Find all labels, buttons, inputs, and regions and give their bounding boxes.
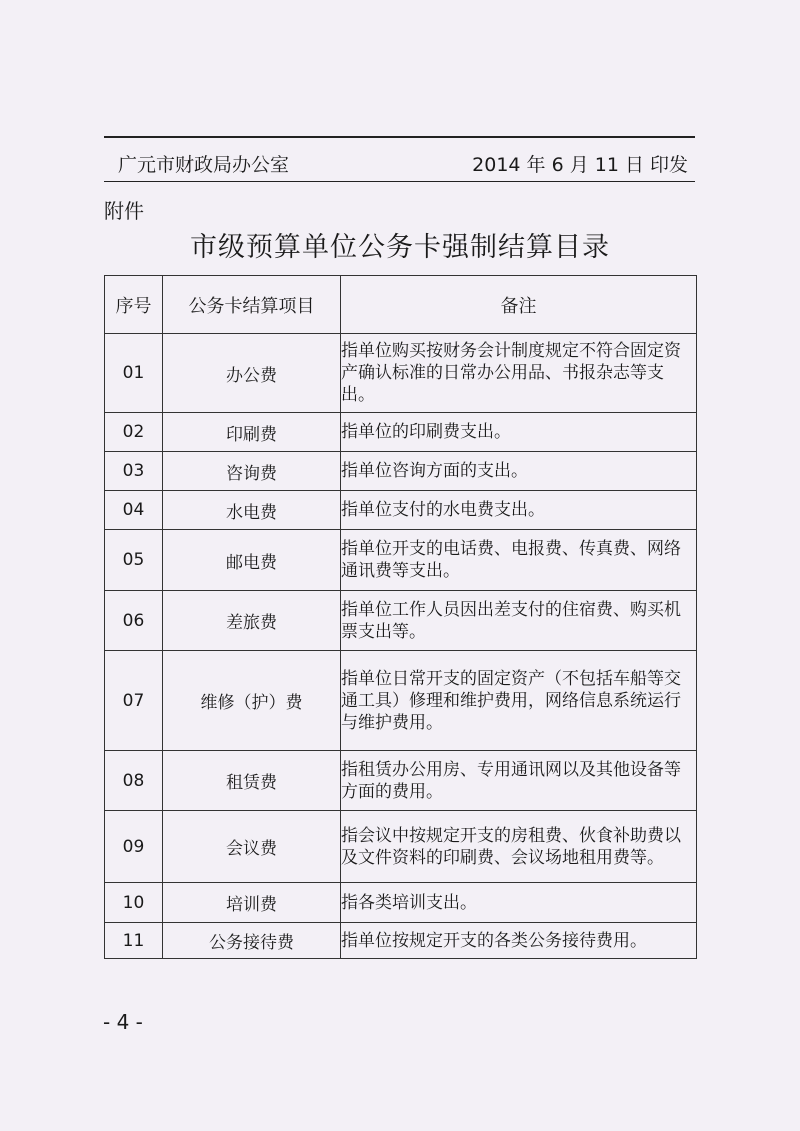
row-serial: 08 (105, 751, 163, 811)
row-remark: 指单位工作人员因出差支付的住宿费、购买机票支出等。 (341, 591, 697, 651)
page-number: - 4 - (103, 1010, 143, 1034)
row-remark: 指租赁办公用房、专用通讯网以及其他设备等方面的费用。 (341, 751, 697, 811)
row-serial: 02 (105, 413, 163, 452)
issuer-name: 广元市财政局办公室 (118, 154, 290, 176)
row-serial: 04 (105, 491, 163, 530)
table-row (105, 413, 697, 452)
row-serial: 05 (105, 530, 163, 591)
row-item: 培训费 (163, 883, 341, 923)
row-item: 差旅费 (163, 591, 341, 651)
row-item: 公务接待费 (163, 923, 341, 959)
table-row (105, 591, 697, 651)
row-serial: 03 (105, 452, 163, 491)
header-item: 公务卡结算项目 (163, 276, 341, 334)
table-row (105, 923, 697, 959)
row-remark: 指会议中按规定开支的房租费、伙食补助费以及文件资料的印刷费、会议场地租用费等。 (341, 811, 697, 883)
row-remark: 指单位的印刷费支出。 (341, 413, 697, 452)
row-remark: 指单位咨询方面的支出。 (341, 452, 697, 491)
row-item: 印刷费 (163, 413, 341, 452)
attachment-label: 附件 (104, 199, 144, 223)
settlement-catalog-table (104, 275, 697, 959)
row-serial: 09 (105, 811, 163, 883)
issue-date: 2014 年 6 月 11 日 印发 (472, 154, 688, 176)
row-remark: 指单位日常开支的固定资产（不包括车船等交通工具）修理和维护费用，网络信息系统运行与维护费用。 (341, 651, 697, 751)
row-item: 会议费 (163, 811, 341, 883)
table-header-row (105, 276, 697, 334)
table-row (105, 452, 697, 491)
header-rule-top (104, 136, 695, 138)
row-item: 邮电费 (163, 530, 341, 591)
row-serial: 06 (105, 591, 163, 651)
table-row (105, 751, 697, 811)
row-item: 办公费 (163, 334, 341, 413)
table-row (105, 491, 697, 530)
row-remark: 指单位开支的电话费、电报费、传真费、网络通讯费等支出。 (341, 530, 697, 591)
header-remark: 备注 (341, 276, 697, 334)
table-row (105, 651, 697, 751)
table-row (105, 334, 697, 413)
row-remark: 指单位购买按财务会计制度规定不符合固定资产确认标准的日常办公用品、书报杂志等支出。 (341, 334, 697, 413)
row-remark: 指单位支付的水电费支出。 (341, 491, 697, 530)
header-serial: 序号 (105, 276, 163, 334)
row-item: 咨询费 (163, 452, 341, 491)
row-serial: 11 (105, 923, 163, 959)
document-title: 市级预算单位公务卡强制结算目录 (190, 232, 610, 263)
header-rule-bottom (104, 181, 695, 182)
row-serial: 07 (105, 651, 163, 751)
table-row (105, 530, 697, 591)
row-remark: 指单位按规定开支的各类公务接待费用。 (341, 923, 697, 959)
table-row (105, 811, 697, 883)
row-remark: 指各类培训支出。 (341, 883, 697, 923)
row-serial: 10 (105, 883, 163, 923)
row-serial: 01 (105, 334, 163, 413)
table-row (105, 883, 697, 923)
row-item: 租赁费 (163, 751, 341, 811)
row-item: 水电费 (163, 491, 341, 530)
row-item: 维修（护）费 (163, 651, 341, 751)
